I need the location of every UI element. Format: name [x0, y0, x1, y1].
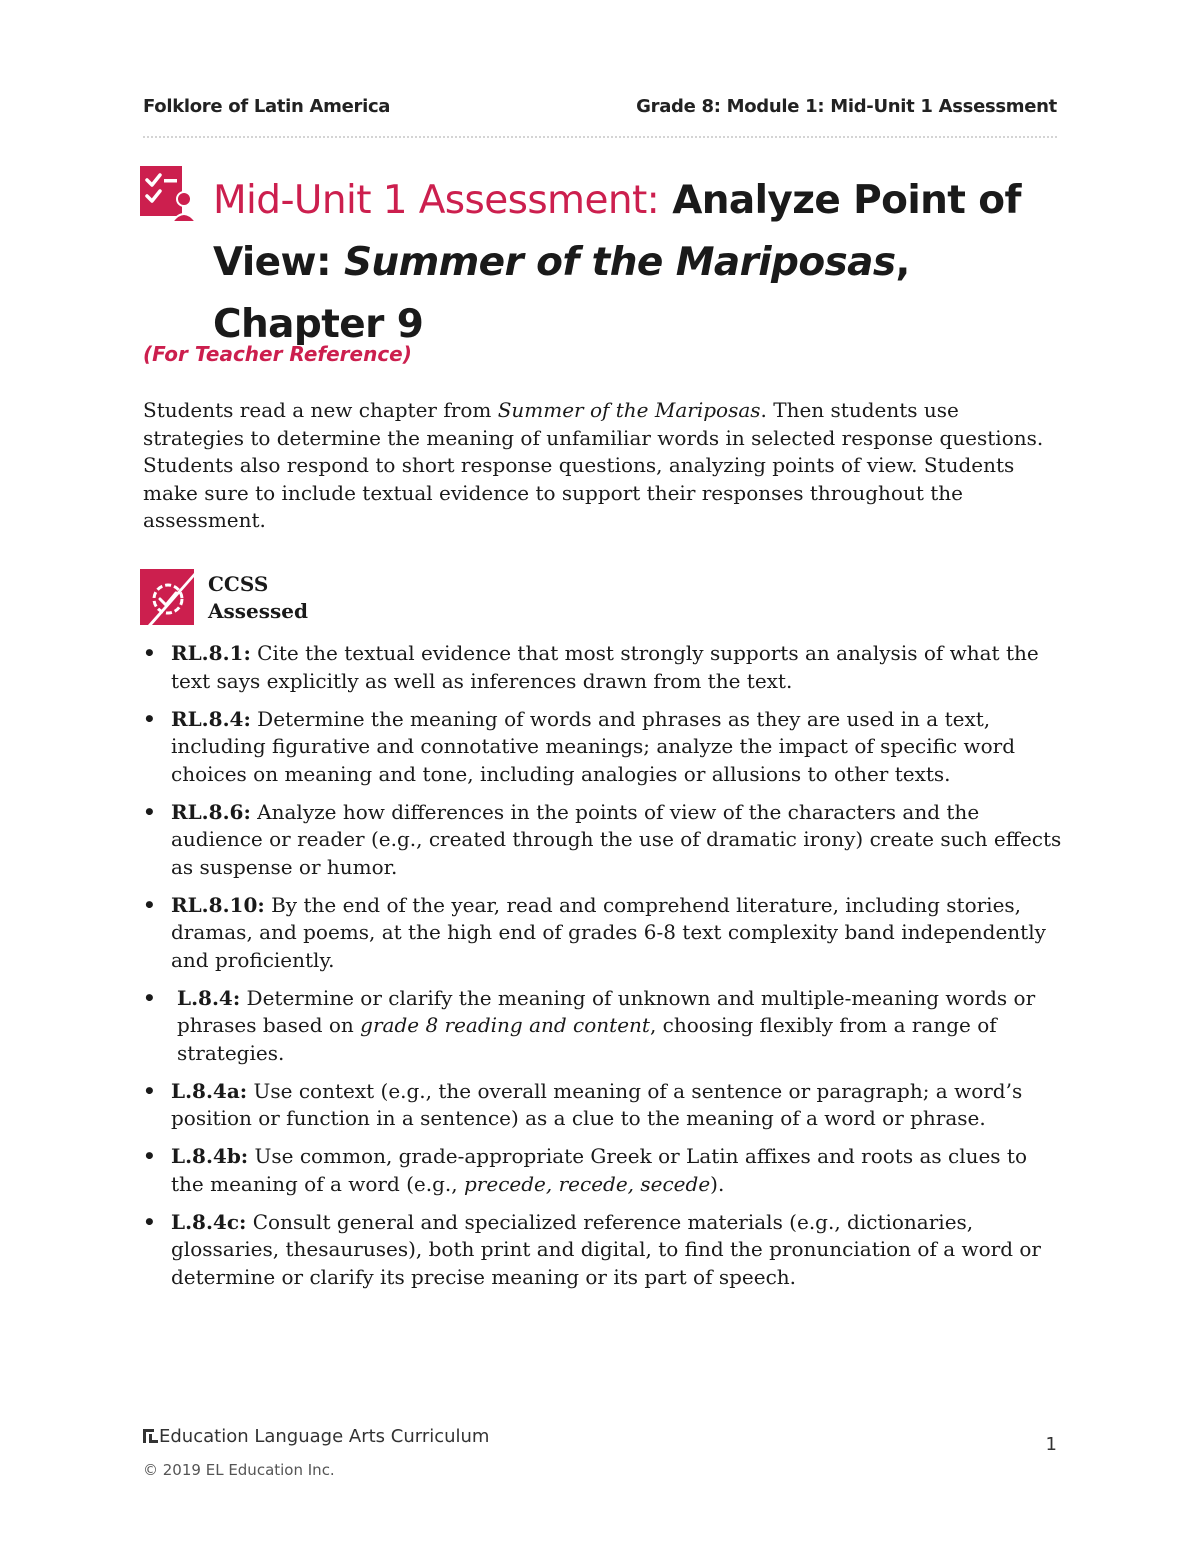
standard-text: Analyze how differences in the points of view of the characters and the audience or reader (e.g., created through the use of dramatic irony) create such effects as suspense or humor. [171, 799, 1062, 879]
page-number: 1 [1045, 1434, 1057, 1455]
intro-text-after: . Then students use strategies to determine the meaning of unfamiliar words in selected response questions. Students also respond to short response questions, analyzing points of view. Students make sure to include textual evidence to support their responses throughout the assessment. [143, 398, 1044, 532]
footer-brand [143, 1426, 489, 1447]
standard-item [143, 1209, 1063, 1292]
standard-code: RL.8.6: [171, 799, 251, 824]
standard-text: Use context (e.g., the overall meaning of a sentence or paragraph; a word’s position or function in a sentence) as a clue to the meaning of a word or phrase. [171, 1078, 1023, 1130]
footer-brand-text: Education Language Arts Curriculum [159, 1426, 490, 1447]
standard-code: RL.8.4: [171, 706, 251, 731]
standard-item [143, 1078, 1063, 1133]
ccss-heading-line1: CCSS [208, 572, 269, 596]
standard-item [143, 1143, 1063, 1198]
standard-text: Determine the meaning of words and phrases as they are used in a text, including figurative and connotative meanings; analyze the impact of specific word choices on meaning and tone, including analogies or allusions to other texts. [171, 706, 1016, 786]
header-grade-module: Grade 8: Module 1: Mid-Unit 1 Assessment [636, 96, 1057, 117]
intro-text-before: Students read a new chapter from [143, 398, 498, 422]
standard-text-italic: grade 8 reading and content [360, 1013, 650, 1037]
el-logo-icon [143, 1428, 159, 1444]
standard-text: , choosing flexibly from a range of strategies. [177, 1013, 997, 1065]
assessment-checklist-icon [140, 166, 196, 222]
standard-text: ). [710, 1171, 725, 1196]
standard-item [143, 892, 1063, 975]
standard-text: Cite the textual evidence that most strongly supports an analysis of what the text says explicitly as well as inferences drawn from the text. [171, 641, 1039, 693]
standard-code: L.8.4: [177, 985, 241, 1010]
teacher-reference-note: (For Teacher Reference) [143, 342, 412, 366]
ccss-heading-line2: Assessed [208, 599, 308, 623]
footer-copyright: © 2019 EL Education Inc. [143, 1461, 335, 1479]
standard-text: Consult general and specialized reference materials (e.g., dictionaries, glossaries, thesauruses), both print and digital, to find the pronunciation of a word or determine or clarify its precise meaning or its part of speech. [171, 1209, 1041, 1289]
standard-code: L.8.4b: [171, 1144, 249, 1168]
title-book: Summer of the Mariposas [343, 240, 896, 285]
standards-list [143, 640, 1063, 1302]
intro-book-title: Summer of the Mariposas [497, 398, 761, 422]
ccss-laurel-icon [140, 569, 194, 625]
standard-text: Determine or clarify the meaning of unknown and multiple-meaning words or phrases based on [177, 985, 1036, 1037]
ccss-heading [208, 571, 308, 625]
standard-text: By the end of the year, read and comprehend literature, including stories, dramas, and poems, at the high end of grades 6-8 text complexity band independently and proficiently. [171, 892, 1046, 972]
standard-item [143, 640, 1063, 695]
standard-item [143, 985, 1063, 1068]
standard-text-italic: precede, recede, secede [464, 1171, 711, 1196]
title-part2: , Chapter 9 [213, 240, 910, 347]
standard-code: RL.8.10: [171, 892, 265, 917]
title-part1: Analyze Point of View: [213, 178, 1021, 285]
page-title [213, 170, 1073, 356]
header-module-title: Folklore of Latin America [143, 96, 391, 117]
header-divider [143, 136, 1057, 138]
standard-code: L.8.4a: [171, 1078, 248, 1103]
intro-paragraph [143, 397, 1063, 535]
standard-item [143, 706, 1063, 789]
standard-text: Use common, grade-appropriate Greek or Latin affixes and roots as clues to the meaning of a word (e.g., [171, 1144, 1028, 1196]
standard-item [143, 799, 1063, 882]
standard-code: RL.8.1: [171, 641, 251, 665]
title-accent: Mid-Unit 1 Assessment: [213, 178, 660, 223]
standard-code: L.8.4c: [171, 1209, 247, 1234]
